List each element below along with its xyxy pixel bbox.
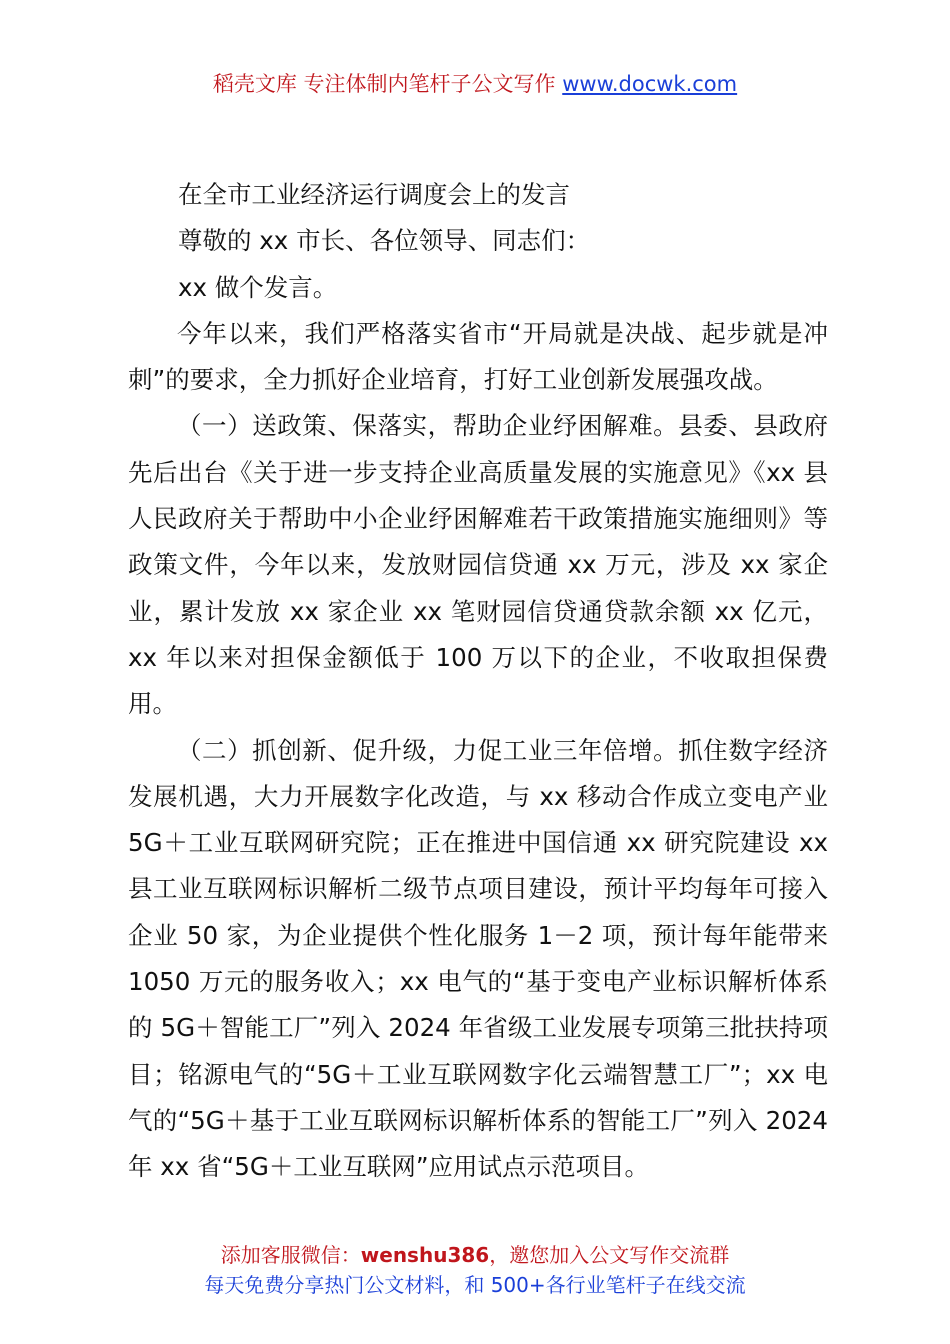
- header-url-link[interactable]: www.docwk.com: [562, 72, 738, 96]
- footer-contact-line: [0, 1240, 950, 1270]
- document-body: [128, 172, 828, 1191]
- paragraph-section-2: （二）抓创新、促升级，力促工业三年倍增。抓住数字经济发展机遇，大力开展数字化改造，与 xx 移动合作成立变电产业 5G＋工业互联网研究院；正在推进中国信通 xx 研究院建设 xx 县工业互联网标识解析二级节点项目建设，预计平均每年可接入企业 50 家，为企业提供个性化服务 1－2 项，预计每年能带来 1050 万元的服务收入；xx 电气的“基于变电产业标识解析体系的 5G＋智能工厂”列入 2024 年省级工业发展专项第三批扶持项目；铭源电气的“5G＋工业互联网数字化云端智慧工厂”；xx 电气的“5G＋基于工业互联网标识解析体系的智能工厂”列入 2024 年 xx 省“5G＋工业互联网”应用试点示范项目。: [128, 735, 828, 1182]
- page-footer: [0, 1240, 950, 1300]
- paragraph-section-1: （一）送政策、保落实，帮助企业纾困解难。县委、县政府先后出台《关于进一步支持企业高质量发展的实施意见》《xx 县人民政府关于帮助中小企业纾困解难若干政策措施实施细则》等政策文件，今年以来，发放财园信贷通 xx 万元，涉及 xx 家企业，累计发放 xx 家企业 xx 笔财园信贷通贷款余额 xx 亿元，xx 年以来对担保金额低于 100 万以下的企业，不收取担保费用。: [128, 411, 828, 719]
- header-brand: 稻壳文库 专注体制内笔杆子公文写作: [212, 72, 556, 96]
- intro-line: xx 做个发言。: [178, 272, 338, 302]
- wechat-id: wenshu386: [360, 1243, 490, 1267]
- footer-contact-suffix: ，邀您加入公文写作交流群: [489, 1243, 730, 1267]
- footer-contact-prefix: 添加客服微信：: [220, 1243, 361, 1267]
- footer-promo-line: 每天免费分享热门公文材料，和 500+各行业笔杆子在线交流: [204, 1273, 746, 1297]
- salutation: 尊敬的 xx 市长、各位领导、同志们：: [178, 226, 591, 256]
- page-header: [0, 70, 950, 98]
- document-title: 在全市工业经济运行调度会上的发言: [178, 180, 570, 209]
- paragraph-overview: 今年以来，我们严格落实省市“开局就是决战、起步就是冲刺”的要求，全力抓好企业培育，打好工业创新发展强攻战。: [128, 318, 828, 395]
